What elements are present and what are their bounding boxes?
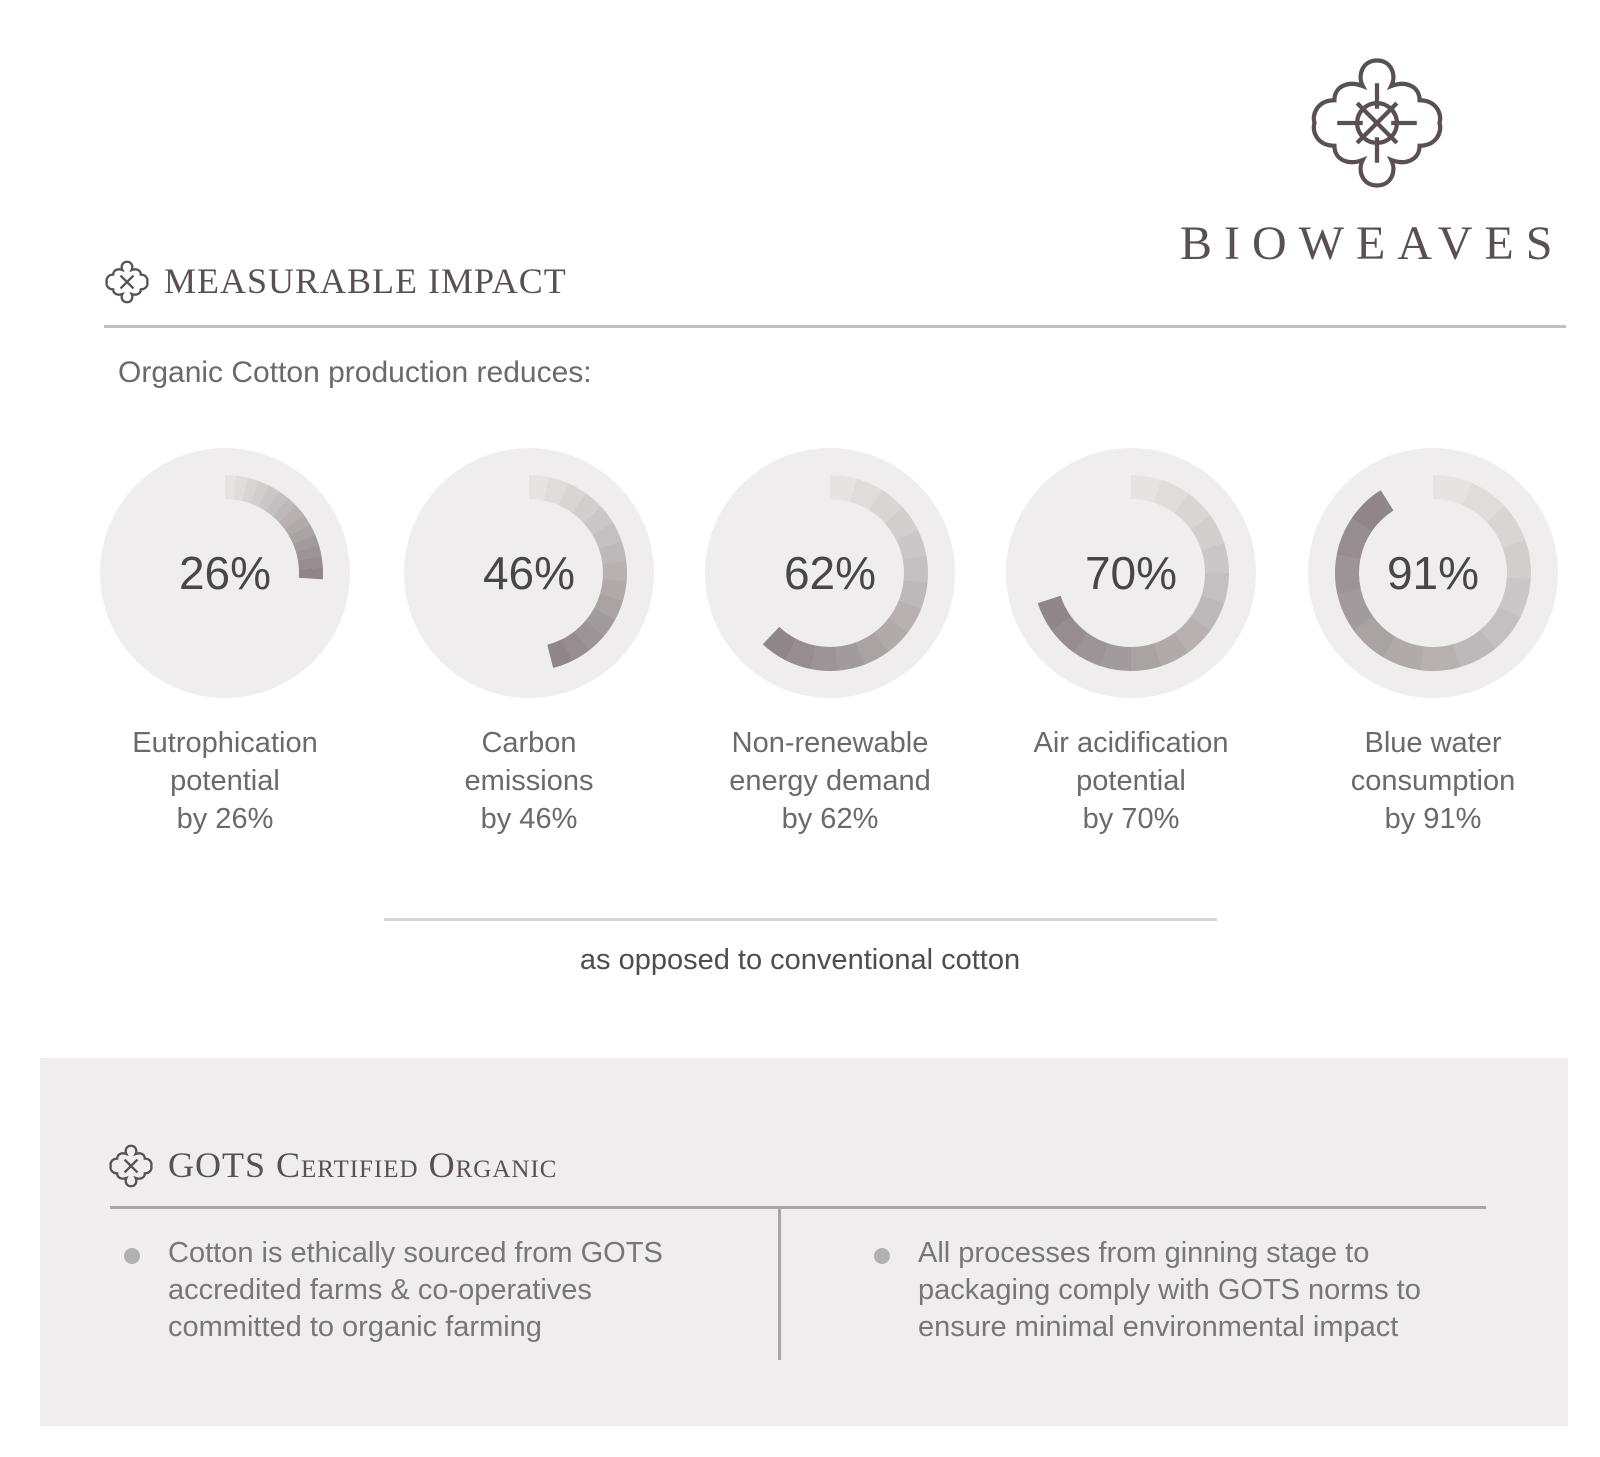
bullet-line: Cotton is ethically sourced from GOTS	[168, 1237, 663, 1269]
stat-line: Blue water	[1364, 727, 1502, 759]
gots-divider	[110, 1206, 1486, 1209]
gots-heading: GOTS Certified Organic	[168, 1145, 558, 1185]
donut-chart	[404, 448, 654, 698]
bullet-item	[918, 1235, 1421, 1346]
knot-heading-icon	[104, 259, 150, 305]
donut-value-label: 62%	[783, 547, 877, 599]
stat-line: Non-renewable	[731, 727, 929, 759]
donut-value-label: 26%	[178, 547, 272, 599]
donut-value-label: 70%	[1084, 547, 1178, 599]
stat-line: Eutrophication	[132, 727, 318, 759]
bullet-line: accredited farms & co-operatives	[168, 1274, 592, 1306]
stat-description	[1288, 724, 1578, 838]
stat-line: by 70%	[1082, 803, 1180, 835]
stat-description	[685, 724, 975, 838]
stat-card	[80, 448, 370, 838]
stat-line: energy demand	[729, 765, 931, 797]
bullet-item	[168, 1235, 663, 1346]
donut-chart	[100, 448, 350, 698]
stat-line: potential	[1076, 765, 1186, 797]
stat-line: by 91%	[1384, 803, 1482, 835]
stat-line: consumption	[1350, 765, 1516, 797]
footnote-divider	[384, 918, 1217, 921]
donut-value-label: 46%	[482, 547, 576, 599]
stat-description	[986, 724, 1276, 838]
bullet-line: ensure minimal environmental impact	[918, 1311, 1399, 1343]
stat-line: by 46%	[480, 803, 578, 835]
bullet-line: committed to organic farming	[168, 1311, 542, 1343]
donut-segment	[299, 568, 323, 580]
donut-chart	[1006, 448, 1256, 698]
stat-line: by 62%	[781, 803, 879, 835]
stat-card	[384, 448, 674, 838]
column-divider	[778, 1208, 781, 1360]
brand-name: BIOWEAVES	[1180, 217, 1565, 270]
stat-line: emissions	[464, 765, 594, 797]
intro-text: Organic Cotton production reduces:	[118, 356, 592, 389]
donut-value-label: 91%	[1386, 547, 1480, 599]
stat-line: potential	[170, 765, 280, 797]
comparison-note: as opposed to conventional cotton	[579, 944, 1021, 976]
knot-logo-icon	[1306, 52, 1448, 194]
heading-divider	[104, 325, 1566, 328]
stat-description	[384, 724, 674, 838]
donut-segment	[1421, 644, 1461, 671]
section-heading: MEASURABLE IMPACT	[164, 261, 567, 301]
donut-segment	[602, 561, 627, 581]
bullet-dot	[874, 1248, 890, 1264]
donut-segment	[903, 556, 928, 583]
stat-card	[685, 448, 975, 838]
donut-segment	[1335, 554, 1361, 594]
bullet-dot	[124, 1248, 140, 1264]
donut-chart	[705, 448, 955, 698]
stat-card	[1288, 448, 1578, 838]
stat-line: by 26%	[176, 803, 274, 835]
stat-description	[80, 724, 370, 838]
bullet-line: packaging comply with GOTS norms to	[918, 1274, 1421, 1306]
stat-line: Air acidification	[1033, 727, 1229, 759]
knot-heading-icon	[108, 1143, 154, 1189]
stat-line: Carbon	[481, 727, 577, 759]
stat-card	[986, 448, 1276, 838]
donut-chart	[1308, 448, 1558, 698]
bullet-line: All processes from ginning stage to	[918, 1237, 1370, 1269]
